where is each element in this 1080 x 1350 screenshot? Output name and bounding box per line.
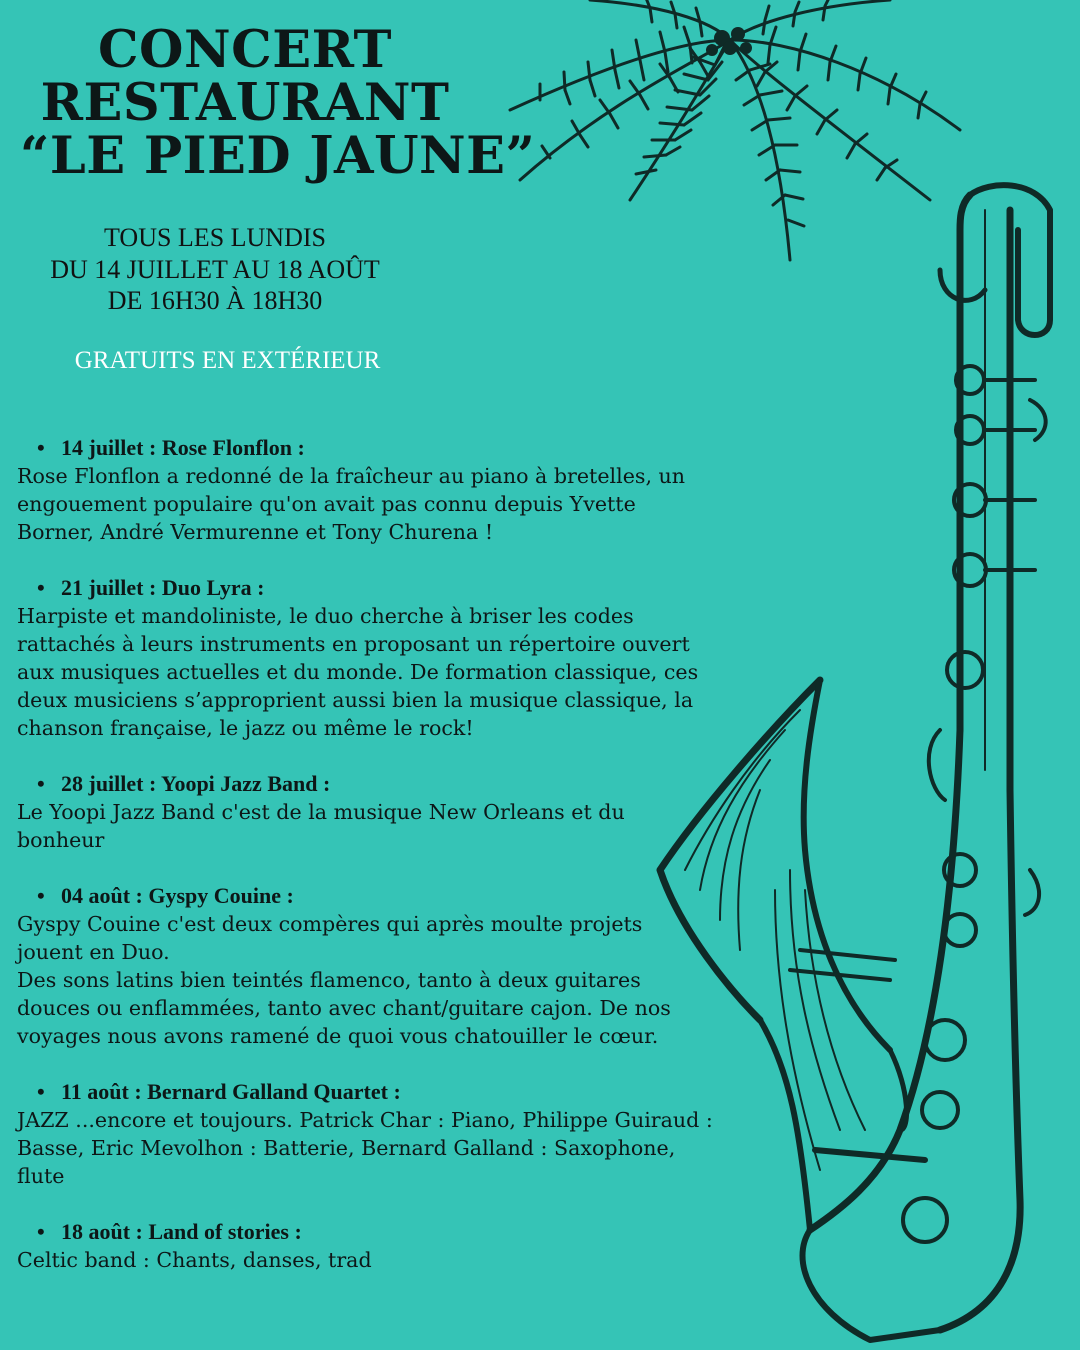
event-description: Gyspy Couine c'est deux compères qui après moulte projets jouent en Duo. Des sons latins bien teintés flamenco, tanto à deux guitares douces ou enflammées, tanto avec chant/guitare cajon. De nos voyages nous avons ramené de quoi vous chatouiller le cœur.	[17, 912, 671, 1048]
bullet-icon: •	[37, 575, 45, 600]
bullet-icon: •	[37, 435, 45, 460]
event-item	[17, 770, 782, 854]
event-title: • 18 août : Land of stories :	[37, 1219, 302, 1244]
event-item	[17, 574, 782, 742]
event-item	[17, 882, 782, 1050]
event-item	[17, 1078, 782, 1190]
poster-title	[20, 20, 536, 187]
event-title: • 28 juillet : Yoopi Jazz Band :	[37, 771, 331, 796]
event-item	[17, 1218, 782, 1274]
event-description: Le Yoopi Jazz Band c'est de la musique New Orleans et du bonheur	[17, 800, 625, 852]
event-description: Celtic band : Chants, danses, trad	[17, 1248, 372, 1272]
event-item	[17, 434, 782, 546]
schedule-line: DU 14 JUILLET AU 18 AOÛT	[50, 254, 380, 284]
bullet-icon: •	[37, 1219, 45, 1244]
event-title: • 14 juillet : Rose Flonflon :	[37, 435, 305, 460]
title-line: CONCERT	[97, 20, 393, 80]
schedule-line: DE 16H30 À 18H30	[107, 286, 323, 316]
event-title: • 04 août : Gyspy Couine :	[37, 883, 294, 908]
concert-program	[17, 434, 782, 1302]
event-title: • 21 juillet : Duo Lyra :	[37, 575, 265, 600]
bullet-icon: •	[37, 883, 45, 908]
free-note: GRATUITS EN EXTÉRIEUR	[74, 347, 381, 374]
schedule-info	[10, 222, 420, 317]
event-description: JAZZ ...encore et toujours. Patrick Char : Piano, Philippe Guiraud : Basse, Eric Mevolhon : Batterie, Bernard Galland : Saxophone, flute	[17, 1108, 713, 1188]
bullet-icon: •	[37, 771, 45, 796]
event-title: • 11 août : Bernard Galland Quartet :	[37, 1079, 401, 1104]
event-description: Harpiste et mandoliniste, le duo cherche à briser les codes rattachés à leurs instruments en proposant un répertoire ouvert aux musiques actuelles et du monde. De formation classique, ces deux musiciens s’approprient aussi bien la musique classique, la chanson française, le jazz ou même le rock!	[17, 604, 699, 740]
event-description: Rose Flonflon a redonné de la fraîcheur au piano à bretelles, un engouement populaire qu'on avait pas connu depuis Yvette Borner, André Vermurenne et Tony Churena !	[17, 464, 686, 544]
title-line: RESTAURANT	[40, 73, 450, 134]
bullet-icon: •	[37, 1079, 45, 1104]
schedule-line: TOUS LES LUNDIS	[104, 223, 326, 252]
title-line: “LE PIED JAUNE”	[20, 126, 536, 187]
